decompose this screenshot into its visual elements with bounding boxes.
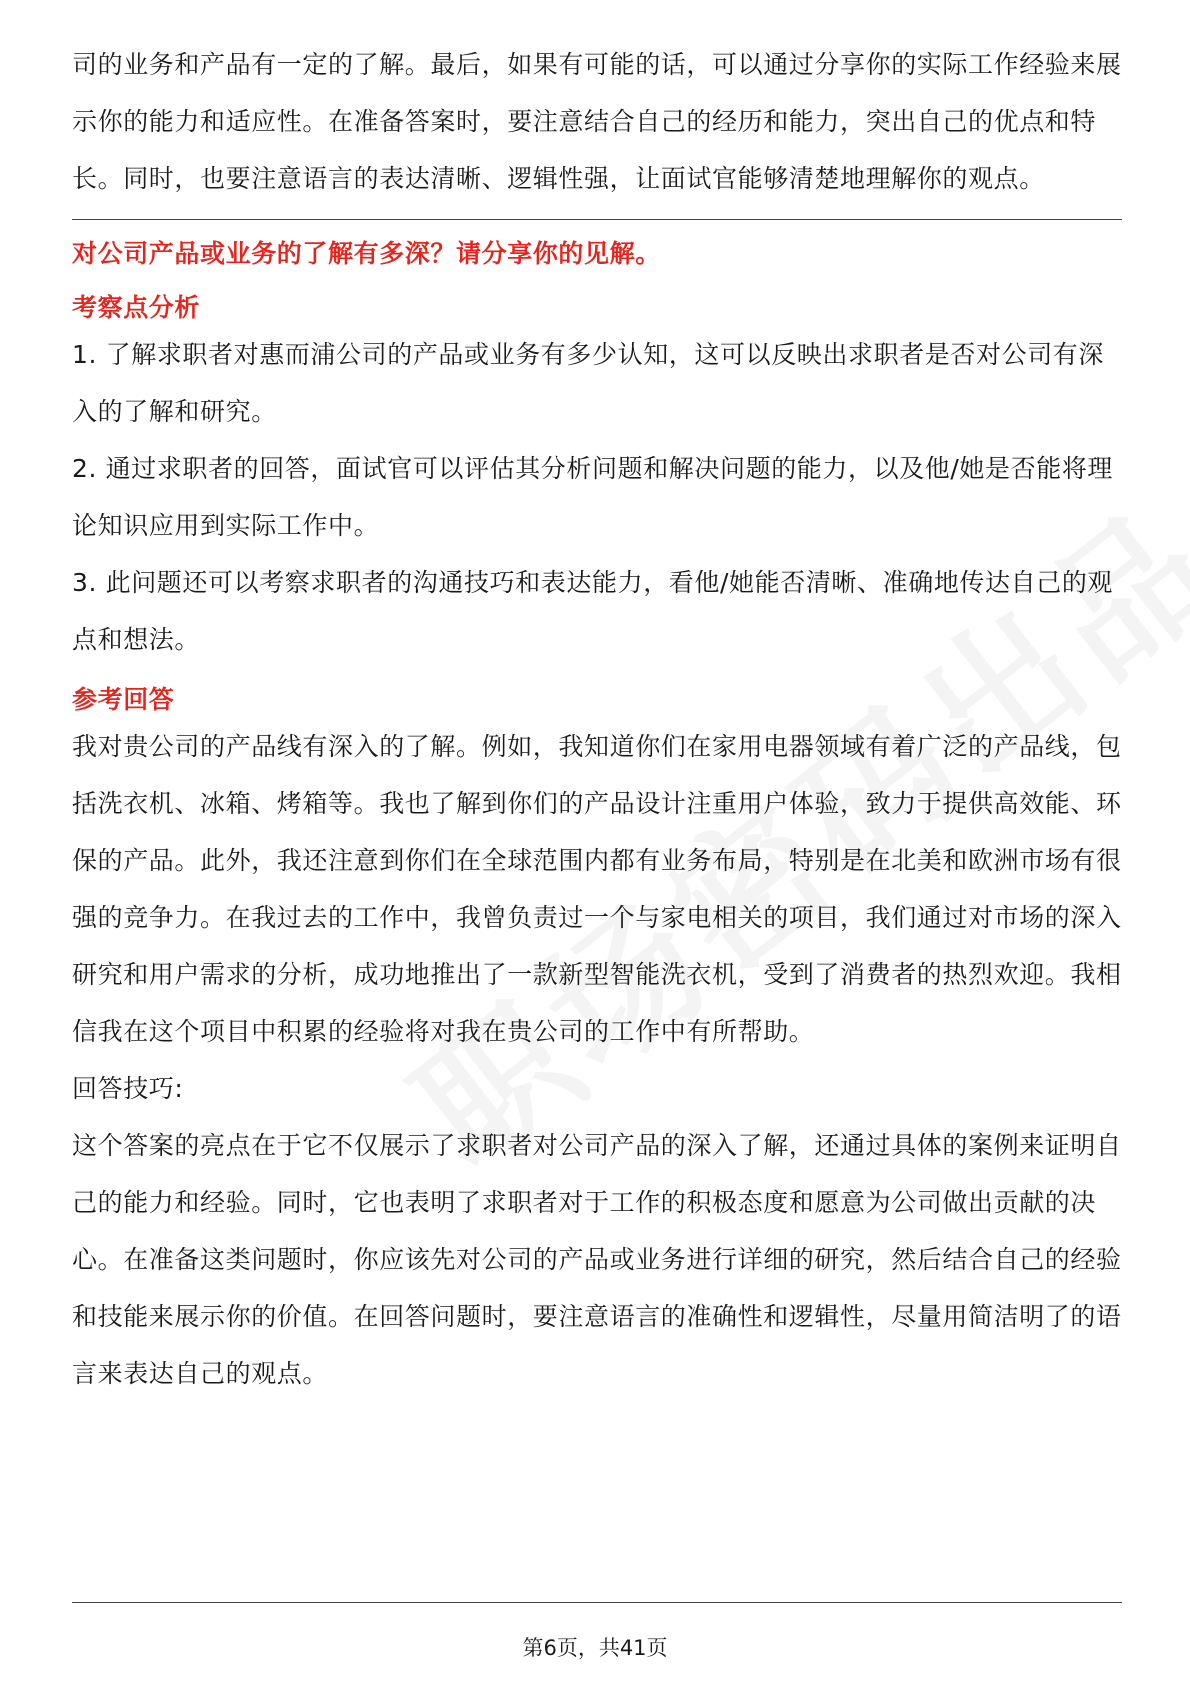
analysis-heading: 考察点分析 xyxy=(72,293,201,322)
reference-answer: 我对贵公司的产品线有深入的了解。例如，我知道你们在家用电器领域有着广泛的产品线，包括洗衣机、冰箱、烤箱等。我也了解到你们的产品设计注重用户体验，致力于提供高效能、环保的产品。此外，我还注意到你们在全球范围内都有业务布局，特别是在北美和欧洲市场有很强的竞争力。在我过去的工作中，我曾负责过一个与家电相关的项目，我们通过对市场的深入研究和用户需求的分析，成功地推出了一款新型智能洗衣机，受到了消费者的热烈欢迎。我相信我在这个项目中积累的经验将对我在贵公司的工作中有所帮助。 xyxy=(72,732,1122,1046)
page-content xyxy=(72,42,1122,1402)
analysis-item-3: 3. 此问题还可以考察求职者的沟通技巧和表达能力，看他/她能否清晰、准确地传达自己的观点和想法。 xyxy=(72,568,1114,654)
tips-label: 回答技巧: xyxy=(72,1074,184,1103)
page-number: 第6页，共41页 xyxy=(522,1636,668,1660)
reference-heading: 参考回答 xyxy=(72,685,175,714)
analysis-list xyxy=(72,326,1122,668)
divider-top xyxy=(72,219,1122,220)
intro-paragraph: 司的业务和产品有一定的了解。最后，如果有可能的话，可以通过分享你的实际工作经验来展示你的能力和适应性。在准备答案时，要注意结合自己的经历和能力，突出自己的优点和特长。同时，也要注意语言的表达清晰、逻辑性强，让面试官能够清楚地理解你的观点。 xyxy=(72,50,1122,193)
divider-bottom xyxy=(72,1602,1122,1603)
analysis-item-1: 1. 了解求职者对惠而浦公司的产品或业务有多少认知，这可以反映出求职者是否对公司有深入的了解和研究。 xyxy=(72,340,1105,426)
question-heading: 对公司产品或业务的了解有多深？请分享你的见解。 xyxy=(72,239,661,268)
tips-paragraph: 这个答案的亮点在于它不仅展示了求职者对公司产品的深入了解，还通过具体的案例来证明自己的能力和经验。同时，它也表明了求职者对于工作的积极态度和愿意为公司做出贡献的决心。在准备这类问题时，你应该先对公司的产品或业务进行详细的研究，然后结合自己的经验和技能来展示你的价值。在回答问题时，要注意语言的准确性和逻辑性，尽量用简洁明了的语言来表达自己的观点。 xyxy=(72,1131,1122,1388)
analysis-item-2: 2. 通过求职者的回答，面试官可以评估其分析问题和解决问题的能力，以及他/她是否能将理论知识应用到实际工作中。 xyxy=(72,454,1114,540)
